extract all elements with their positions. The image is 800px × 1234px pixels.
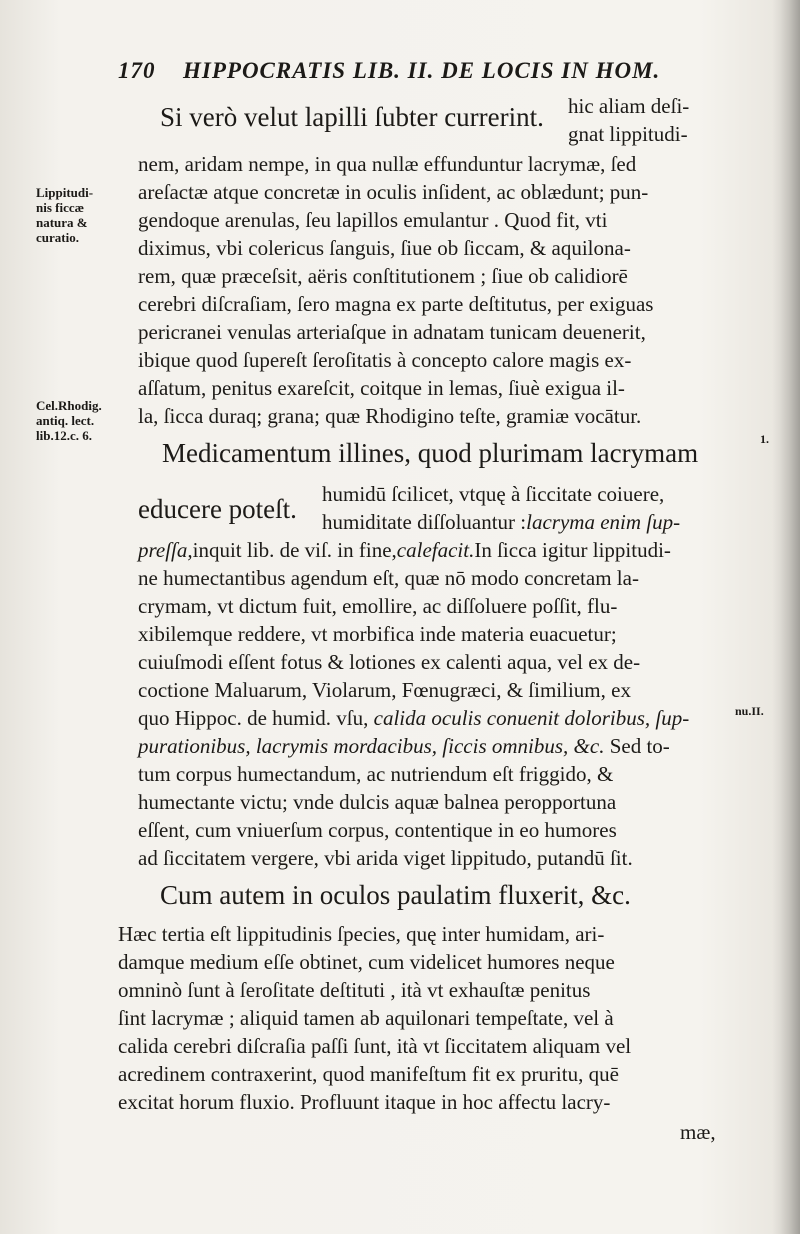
margin-note-line: Cel.Rhodig. — [36, 398, 102, 413]
lemma-2-side-1: humidū ſcilicet, vtquę à ſiccitate coiuere, — [322, 482, 665, 506]
text-line: damque medium eſſe obtinet, cum videlicet humores neque — [118, 950, 615, 974]
lemma-1-side-1: hic aliam deſi- — [568, 94, 690, 118]
text-line: rem, quæ præceſsit, aëris conſtitutionem ; ſiue ob calidiorē — [138, 264, 628, 288]
lemma-2-cont: educere poteſt. — [138, 494, 297, 524]
text-line: xibilemque reddere, vt morbifica inde materia euacuetur; — [138, 622, 617, 646]
text-line: eſſent, cum vniuerſum corpus, contentique in eo humores — [138, 818, 617, 842]
lemma-2: Medicamentum illines, quod plurimam lacrymam — [162, 438, 699, 468]
margin-note-line: antiq. lect. — [36, 413, 95, 428]
margin-mark-nu: nu.II. — [735, 704, 764, 718]
margin-note-line: lib.12.c. 6. — [36, 428, 92, 443]
lemma-2-side-2: humiditate diſſoluantur :lacryma enim ſup- — [322, 510, 681, 534]
margin-note-line: Lippitudi- — [36, 185, 94, 200]
lemma-1: Si verò velut lapilli ſubter currerint. — [160, 102, 544, 132]
text-line: calida cerebri diſcraſia paſſi ſunt, ità vt ſiccitatem aliquam vel — [118, 1034, 632, 1058]
text-line: nem, aridam nempe, in qua nullæ effunduntur lacrymæ, ſed — [138, 152, 637, 176]
text-line: acredinem contraxerint, quod manifeſtum fit ex pruritu, quē — [118, 1062, 619, 1086]
text-line: diximus, vbi colericus ſanguis, ſiue ob ſiccam, & aquilona- — [138, 236, 631, 260]
text-line: purationibus, lacrymis mordacibus, ſiccis omnibus, &c. Sed to- — [138, 734, 670, 758]
text-line: quo Hippoc. de humid. vſu, calida oculis conuenit doloribus, ſup- — [138, 706, 690, 730]
text-line: areſactæ atque concretæ in oculis inſident, ac oblædunt; pun- — [138, 180, 649, 204]
text-line: aſſatum, penitus exareſcit, coitque in lemas, ſiuè exigua il- — [138, 376, 625, 400]
margin-mark-1: 1. — [760, 432, 769, 446]
text-line: coctione Maluarum, Violarum, Fœnugræci, & ſimilium, ex — [138, 678, 631, 702]
lemma-3: Cum autem in oculos paulatim fluxerit, &c. — [160, 880, 631, 910]
margin-note-rhodiginus — [36, 398, 102, 443]
margin-note-line: nis ficcæ — [36, 200, 85, 215]
text-line: la, ſicca duraq; grana; quæ Rhodigino teſte, gramiæ vocātur. — [138, 404, 642, 428]
text-line: cuiuſmodi eſſent fotus & lotiones ex calenti aqua, vel ex de- — [138, 650, 641, 674]
text-line: ibique quod ſupereſt ſeroſitatis à concepto calore magis ex- — [138, 348, 632, 372]
text-line: ne humectantibus agendum eſt, quæ nō modo concretam la- — [138, 566, 639, 590]
running-head — [118, 58, 660, 84]
running-title: HIPPOCRATIS LIB. II. DE LOCIS IN HOM. — [183, 58, 661, 83]
text-line: ad ſiccitatem vergere, vbi arida viget lippitudo, putandū ſit. — [138, 846, 633, 870]
page-number: 170 — [118, 58, 156, 83]
text-line: tum corpus humectandum, ac nutriendum eſt friggido, & — [138, 762, 614, 786]
text-line: cerebri diſcraſiam, ſero magna ex parte deſtitutus, per exiguas — [138, 292, 654, 316]
text-line: crymam, vt dictum fuit, emollire, ac diſſoluere poſſit, flu- — [138, 594, 618, 618]
catchword: mæ, — [680, 1120, 716, 1144]
text-line: excitat horum fluxio. Profluunt itaque in hoc affectu lacry- — [118, 1090, 611, 1114]
text-line: gendoque arenulas, ſeu lapillos emulantur . Quod fit, vti — [138, 208, 608, 232]
margin-note-lippitudo — [36, 185, 93, 245]
text-line: pericranei venulas arteriaſque in adnatam tunicam deuenerit, — [138, 320, 646, 344]
text-line: ſint lacrymæ ; aliquid tamen ab aquilonari tempeſtate, vel à — [118, 1006, 614, 1030]
text-line: preſſa,inquit lib. de viſ. in fine,calefacit.In ſicca igitur lippitudi- — [138, 538, 671, 562]
margin-note-line: natura & — [36, 215, 88, 230]
text-line: humectante victu; vnde dulcis aquæ balnea peropportuna — [138, 790, 617, 814]
margin-note-line: curatio. — [36, 230, 79, 245]
binding-gutter — [772, 0, 800, 1234]
lemma-1-side-2: gnat lippitudi- — [568, 122, 688, 146]
text-line: omninò ſunt à ſeroſitate deſtituti , ità vt exhauſtæ penitus — [118, 978, 591, 1002]
text-line: Hæc tertia eſt lippitudinis ſpecies, quę inter humidam, ari- — [118, 922, 605, 946]
